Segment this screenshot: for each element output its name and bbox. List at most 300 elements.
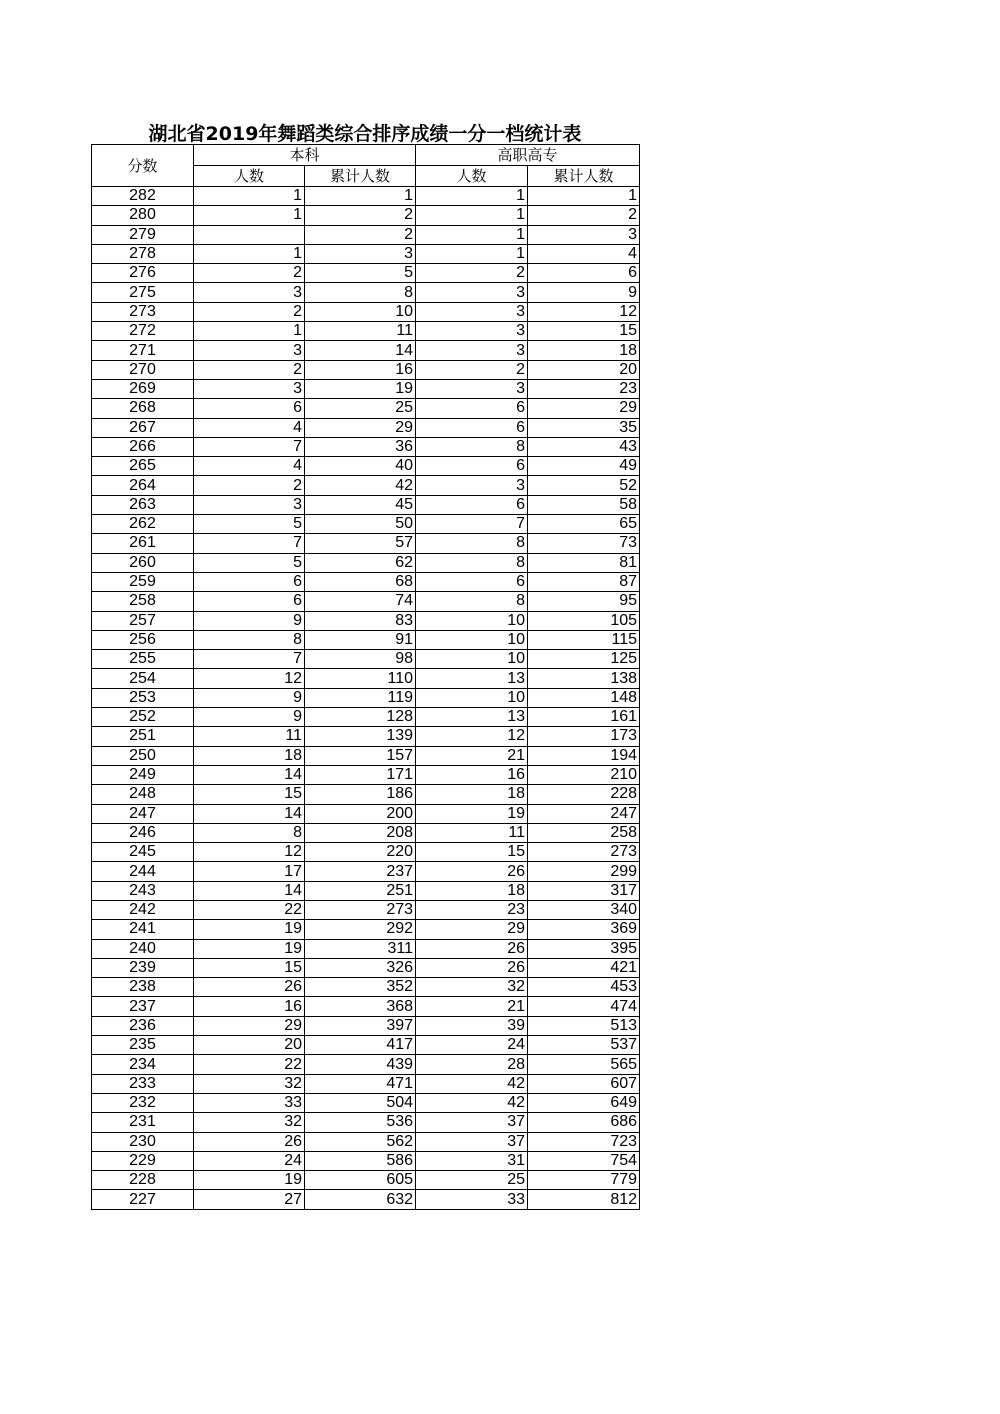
vocational-count-cell: 3 <box>416 322 528 341</box>
vocational-count-cell: 7 <box>416 515 528 534</box>
vocational-count-cell: 2 <box>416 264 528 283</box>
undergrad-cumulative-cell: 62 <box>305 553 416 572</box>
vocational-count-cell: 3 <box>416 283 528 302</box>
score-cell: 272 <box>92 322 194 341</box>
score-cell: 237 <box>92 997 194 1016</box>
score-cell: 227 <box>92 1190 194 1209</box>
vocational-count-cell: 25 <box>416 1171 528 1190</box>
undergrad-count-cell: 19 <box>194 920 305 939</box>
vocational-cumulative-cell: 35 <box>528 418 640 437</box>
table-row <box>92 515 640 534</box>
table-row <box>92 418 640 437</box>
vocational-count-cell: 3 <box>416 379 528 398</box>
table-row <box>92 1074 640 1093</box>
undergrad-count-cell: 14 <box>194 765 305 784</box>
vocational-cumulative-cell: 474 <box>528 997 640 1016</box>
vocational-count-cell: 13 <box>416 708 528 727</box>
undergrad-count-cell: 2 <box>194 302 305 321</box>
vocational-count-cell: 18 <box>416 881 528 900</box>
undergrad-cumulative-cell: 110 <box>305 669 416 688</box>
table-row <box>92 495 640 514</box>
score-cell: 243 <box>92 881 194 900</box>
vocational-count-cell: 21 <box>416 746 528 765</box>
undergrad-count-cell: 18 <box>194 746 305 765</box>
undergrad-count-cell: 3 <box>194 341 305 360</box>
score-cell: 232 <box>92 1093 194 1112</box>
header-undergrad-count: 人数 <box>194 166 305 187</box>
vocational-cumulative-cell: 1 <box>528 187 640 206</box>
undergrad-count-cell: 29 <box>194 1016 305 1035</box>
table-row <box>92 978 640 997</box>
undergrad-cumulative-cell: 83 <box>305 611 416 630</box>
vocational-count-cell: 3 <box>416 476 528 495</box>
score-cell: 282 <box>92 187 194 206</box>
vocational-count-cell: 11 <box>416 823 528 842</box>
table-row <box>92 360 640 379</box>
table-row <box>92 225 640 244</box>
vocational-cumulative-cell: 317 <box>528 881 640 900</box>
undergrad-count-cell: 6 <box>194 399 305 418</box>
vocational-count-cell: 6 <box>416 418 528 437</box>
vocational-count-cell: 10 <box>416 630 528 649</box>
vocational-cumulative-cell: 43 <box>528 437 640 456</box>
vocational-count-cell: 29 <box>416 920 528 939</box>
vocational-cumulative-cell: 258 <box>528 823 640 842</box>
vocational-cumulative-cell: 210 <box>528 765 640 784</box>
undergrad-cumulative-cell: 119 <box>305 688 416 707</box>
undergrad-count-cell: 32 <box>194 1074 305 1093</box>
table-row <box>92 823 640 842</box>
vocational-cumulative-cell: 369 <box>528 920 640 939</box>
table-row <box>92 283 640 302</box>
table-row <box>92 920 640 939</box>
vocational-cumulative-cell: 148 <box>528 688 640 707</box>
vocational-count-cell: 6 <box>416 495 528 514</box>
table-row <box>92 379 640 398</box>
vocational-count-cell: 21 <box>416 997 528 1016</box>
vocational-cumulative-cell: 125 <box>528 650 640 669</box>
table-row <box>92 553 640 572</box>
table-row <box>92 322 640 341</box>
score-cell: 280 <box>92 206 194 225</box>
undergrad-cumulative-cell: 74 <box>305 592 416 611</box>
score-cell: 241 <box>92 920 194 939</box>
table-row <box>92 341 640 360</box>
vocational-count-cell: 8 <box>416 534 528 553</box>
table-row <box>92 669 640 688</box>
vocational-count-cell: 42 <box>416 1074 528 1093</box>
table-row <box>92 939 640 958</box>
vocational-cumulative-cell: 23 <box>528 379 640 398</box>
table-row <box>92 476 640 495</box>
header-row-groups <box>92 145 640 166</box>
score-cell: 239 <box>92 958 194 977</box>
undergrad-count-cell: 2 <box>194 360 305 379</box>
undergrad-cumulative-cell: 19 <box>305 379 416 398</box>
table-row <box>92 302 640 321</box>
undergrad-cumulative-cell: 11 <box>305 322 416 341</box>
score-cell: 238 <box>92 978 194 997</box>
vocational-count-cell: 31 <box>416 1151 528 1170</box>
table-row <box>92 1093 640 1112</box>
undergrad-cumulative-cell: 42 <box>305 476 416 495</box>
table-row <box>92 206 640 225</box>
undergrad-count-cell: 5 <box>194 515 305 534</box>
undergrad-cumulative-cell: 139 <box>305 727 416 746</box>
table-row <box>92 688 640 707</box>
score-cell: 261 <box>92 534 194 553</box>
undergrad-count-cell: 8 <box>194 630 305 649</box>
vocational-count-cell: 23 <box>416 900 528 919</box>
undergrad-cumulative-cell: 25 <box>305 399 416 418</box>
score-cell: 246 <box>92 823 194 842</box>
vocational-cumulative-cell: 81 <box>528 553 640 572</box>
undergrad-count-cell: 12 <box>194 669 305 688</box>
vocational-cumulative-cell: 607 <box>528 1074 640 1093</box>
vocational-count-cell: 18 <box>416 785 528 804</box>
undergrad-cumulative-cell: 10 <box>305 302 416 321</box>
table-row <box>92 997 640 1016</box>
table-row <box>92 785 640 804</box>
undergrad-cumulative-cell: 536 <box>305 1113 416 1132</box>
score-cell: 257 <box>92 611 194 630</box>
undergrad-count-cell: 26 <box>194 1132 305 1151</box>
undergrad-cumulative-cell: 368 <box>305 997 416 1016</box>
undergrad-cumulative-cell: 8 <box>305 283 416 302</box>
vocational-count-cell: 1 <box>416 225 528 244</box>
undergrad-count-cell: 3 <box>194 283 305 302</box>
undergrad-cumulative-cell: 352 <box>305 978 416 997</box>
undergrad-cumulative-cell: 29 <box>305 418 416 437</box>
undergrad-cumulative-cell: 208 <box>305 823 416 842</box>
vocational-count-cell: 39 <box>416 1016 528 1035</box>
vocational-cumulative-cell: 138 <box>528 669 640 688</box>
undergrad-cumulative-cell: 311 <box>305 939 416 958</box>
undergrad-cumulative-cell: 251 <box>305 881 416 900</box>
table-row <box>92 592 640 611</box>
vocational-cumulative-cell: 58 <box>528 495 640 514</box>
vocational-cumulative-cell: 228 <box>528 785 640 804</box>
vocational-cumulative-cell: 779 <box>528 1171 640 1190</box>
undergrad-cumulative-cell: 36 <box>305 437 416 456</box>
table-row <box>92 727 640 746</box>
score-cell: 267 <box>92 418 194 437</box>
table-row <box>92 399 640 418</box>
table-row <box>92 437 640 456</box>
undergrad-count-cell: 20 <box>194 1036 305 1055</box>
vocational-cumulative-cell: 723 <box>528 1132 640 1151</box>
table-row <box>92 765 640 784</box>
score-cell: 251 <box>92 727 194 746</box>
vocational-count-cell: 15 <box>416 843 528 862</box>
undergrad-cumulative-cell: 50 <box>305 515 416 534</box>
vocational-cumulative-cell: 2 <box>528 206 640 225</box>
score-cell: 245 <box>92 843 194 862</box>
score-cell: 254 <box>92 669 194 688</box>
vocational-cumulative-cell: 754 <box>528 1151 640 1170</box>
vocational-cumulative-cell: 20 <box>528 360 640 379</box>
table-row <box>92 187 640 206</box>
score-table <box>91 144 640 1210</box>
undergrad-count-cell: 2 <box>194 264 305 283</box>
undergrad-cumulative-cell: 98 <box>305 650 416 669</box>
score-cell: 268 <box>92 399 194 418</box>
undergrad-cumulative-cell: 292 <box>305 920 416 939</box>
undergrad-cumulative-cell: 417 <box>305 1036 416 1055</box>
table-row <box>92 881 640 900</box>
vocational-count-cell: 1 <box>416 244 528 263</box>
vocational-cumulative-cell: 649 <box>528 1093 640 1112</box>
table-row <box>92 1113 640 1132</box>
score-cell: 276 <box>92 264 194 283</box>
undergrad-cumulative-cell: 2 <box>305 225 416 244</box>
undergrad-cumulative-cell: 471 <box>305 1074 416 1093</box>
score-cell: 260 <box>92 553 194 572</box>
vocational-count-cell: 32 <box>416 978 528 997</box>
vocational-count-cell: 10 <box>416 611 528 630</box>
undergrad-cumulative-cell: 128 <box>305 708 416 727</box>
undergrad-count-cell: 1 <box>194 206 305 225</box>
page-title: 湖北省2019年舞蹈类综合排序成绩一分一档统计表 <box>148 123 582 145</box>
vocational-cumulative-cell: 395 <box>528 939 640 958</box>
undergrad-cumulative-cell: 439 <box>305 1055 416 1074</box>
undergrad-count-cell: 9 <box>194 611 305 630</box>
table-row <box>92 862 640 881</box>
vocational-cumulative-cell: 686 <box>528 1113 640 1132</box>
vocational-cumulative-cell: 194 <box>528 746 640 765</box>
undergrad-cumulative-cell: 57 <box>305 534 416 553</box>
undergrad-cumulative-cell: 91 <box>305 630 416 649</box>
undergrad-count-cell: 19 <box>194 939 305 958</box>
score-cell: 242 <box>92 900 194 919</box>
vocational-cumulative-cell: 49 <box>528 457 640 476</box>
vocational-cumulative-cell: 6 <box>528 264 640 283</box>
undergrad-cumulative-cell: 397 <box>305 1016 416 1035</box>
vocational-count-cell: 26 <box>416 939 528 958</box>
undergrad-cumulative-cell: 40 <box>305 457 416 476</box>
table-row <box>92 630 640 649</box>
undergrad-count-cell: 11 <box>194 727 305 746</box>
score-cell: 235 <box>92 1036 194 1055</box>
vocational-cumulative-cell: 273 <box>528 843 640 862</box>
vocational-count-cell: 16 <box>416 765 528 784</box>
vocational-count-cell: 12 <box>416 727 528 746</box>
undergrad-count-cell: 15 <box>194 785 305 804</box>
undergrad-count-cell: 8 <box>194 823 305 842</box>
table-body <box>92 145 640 1210</box>
undergrad-count-cell: 7 <box>194 437 305 456</box>
vocational-cumulative-cell: 161 <box>528 708 640 727</box>
vocational-count-cell: 1 <box>416 206 528 225</box>
undergrad-cumulative-cell: 16 <box>305 360 416 379</box>
table-row <box>92 843 640 862</box>
vocational-count-cell: 8 <box>416 437 528 456</box>
score-cell: 234 <box>92 1055 194 1074</box>
table-row <box>92 1055 640 1074</box>
vocational-cumulative-cell: 173 <box>528 727 640 746</box>
table-row <box>92 958 640 977</box>
undergrad-count-cell: 22 <box>194 900 305 919</box>
vocational-count-cell: 1 <box>416 187 528 206</box>
undergrad-count-cell: 12 <box>194 843 305 862</box>
vocational-cumulative-cell: 65 <box>528 515 640 534</box>
undergrad-count-cell: 4 <box>194 418 305 437</box>
vocational-count-cell: 37 <box>416 1132 528 1151</box>
vocational-cumulative-cell: 15 <box>528 322 640 341</box>
table-row <box>92 1190 640 1209</box>
undergrad-cumulative-cell: 171 <box>305 765 416 784</box>
table-row <box>92 1016 640 1035</box>
score-cell: 271 <box>92 341 194 360</box>
score-cell: 266 <box>92 437 194 456</box>
undergrad-count-cell: 5 <box>194 553 305 572</box>
score-cell: 259 <box>92 572 194 591</box>
score-cell: 229 <box>92 1151 194 1170</box>
undergrad-count-cell: 24 <box>194 1151 305 1170</box>
vocational-cumulative-cell: 9 <box>528 283 640 302</box>
vocational-count-cell: 6 <box>416 572 528 591</box>
score-cell: 244 <box>92 862 194 881</box>
undergrad-cumulative-cell: 5 <box>305 264 416 283</box>
undergrad-count-cell: 27 <box>194 1190 305 1209</box>
vocational-cumulative-cell: 340 <box>528 900 640 919</box>
score-cell: 256 <box>92 630 194 649</box>
undergrad-count-cell: 33 <box>194 1093 305 1112</box>
table-row <box>92 1151 640 1170</box>
vocational-count-cell: 37 <box>416 1113 528 1132</box>
undergrad-count-cell: 32 <box>194 1113 305 1132</box>
undergrad-count-cell: 1 <box>194 244 305 263</box>
table-row <box>92 804 640 823</box>
undergrad-count-cell: 26 <box>194 978 305 997</box>
table-row <box>92 534 640 553</box>
score-cell: 258 <box>92 592 194 611</box>
vocational-cumulative-cell: 29 <box>528 399 640 418</box>
vocational-count-cell: 26 <box>416 958 528 977</box>
vocational-cumulative-cell: 18 <box>528 341 640 360</box>
undergrad-count-cell: 3 <box>194 379 305 398</box>
vocational-cumulative-cell: 812 <box>528 1190 640 1209</box>
header-undergrad-cumulative: 累计人数 <box>305 166 416 187</box>
undergrad-count-cell: 4 <box>194 457 305 476</box>
vocational-cumulative-cell: 12 <box>528 302 640 321</box>
vocational-cumulative-cell: 3 <box>528 225 640 244</box>
undergrad-count-cell: 14 <box>194 804 305 823</box>
vocational-count-cell: 10 <box>416 650 528 669</box>
undergrad-count-cell: 6 <box>194 592 305 611</box>
undergrad-count-cell: 1 <box>194 187 305 206</box>
score-cell: 236 <box>92 1016 194 1035</box>
vocational-count-cell: 6 <box>416 457 528 476</box>
table-row <box>92 572 640 591</box>
undergrad-cumulative-cell: 200 <box>305 804 416 823</box>
undergrad-count-cell: 19 <box>194 1171 305 1190</box>
vocational-count-cell: 2 <box>416 360 528 379</box>
vocational-cumulative-cell: 52 <box>528 476 640 495</box>
vocational-count-cell: 13 <box>416 669 528 688</box>
undergrad-cumulative-cell: 14 <box>305 341 416 360</box>
header-vocational-count: 人数 <box>416 166 528 187</box>
vocational-cumulative-cell: 105 <box>528 611 640 630</box>
vocational-cumulative-cell: 537 <box>528 1036 640 1055</box>
undergrad-count-cell: 9 <box>194 708 305 727</box>
vocational-count-cell: 10 <box>416 688 528 707</box>
vocational-cumulative-cell: 87 <box>528 572 640 591</box>
undergrad-cumulative-cell: 186 <box>305 785 416 804</box>
vocational-cumulative-cell: 513 <box>528 1016 640 1035</box>
vocational-count-cell: 26 <box>416 862 528 881</box>
header-group-undergrad: 本科 <box>194 145 416 166</box>
score-cell: 264 <box>92 476 194 495</box>
vocational-cumulative-cell: 247 <box>528 804 640 823</box>
vocational-cumulative-cell: 73 <box>528 534 640 553</box>
undergrad-count-cell: 14 <box>194 881 305 900</box>
score-cell: 263 <box>92 495 194 514</box>
table-row <box>92 244 640 263</box>
score-cell: 248 <box>92 785 194 804</box>
undergrad-cumulative-cell: 273 <box>305 900 416 919</box>
vocational-count-cell: 8 <box>416 592 528 611</box>
undergrad-count-cell: 6 <box>194 572 305 591</box>
undergrad-count-cell: 9 <box>194 688 305 707</box>
undergrad-cumulative-cell: 2 <box>305 206 416 225</box>
table-row <box>92 650 640 669</box>
undergrad-cumulative-cell: 586 <box>305 1151 416 1170</box>
score-cell: 230 <box>92 1132 194 1151</box>
undergrad-cumulative-cell: 68 <box>305 572 416 591</box>
vocational-cumulative-cell: 565 <box>528 1055 640 1074</box>
vocational-cumulative-cell: 115 <box>528 630 640 649</box>
undergrad-count-cell: 7 <box>194 650 305 669</box>
undergrad-cumulative-cell: 157 <box>305 746 416 765</box>
score-cell: 255 <box>92 650 194 669</box>
score-cell: 252 <box>92 708 194 727</box>
undergrad-count-cell: 7 <box>194 534 305 553</box>
header-score: 分数 <box>92 145 194 187</box>
vocational-count-cell: 19 <box>416 804 528 823</box>
undergrad-cumulative-cell: 237 <box>305 862 416 881</box>
score-cell: 265 <box>92 457 194 476</box>
score-cell: 262 <box>92 515 194 534</box>
vocational-cumulative-cell: 421 <box>528 958 640 977</box>
score-cell: 250 <box>92 746 194 765</box>
undergrad-cumulative-cell: 562 <box>305 1132 416 1151</box>
score-cell: 279 <box>92 225 194 244</box>
undergrad-cumulative-cell: 632 <box>305 1190 416 1209</box>
undergrad-count-cell: 17 <box>194 862 305 881</box>
undergrad-cumulative-cell: 45 <box>305 495 416 514</box>
undergrad-count-cell: 22 <box>194 1055 305 1074</box>
score-cell: 249 <box>92 765 194 784</box>
vocational-cumulative-cell: 299 <box>528 862 640 881</box>
score-cell: 247 <box>92 804 194 823</box>
undergrad-cumulative-cell: 504 <box>305 1093 416 1112</box>
score-cell: 273 <box>92 302 194 321</box>
table-row <box>92 457 640 476</box>
score-cell: 233 <box>92 1074 194 1093</box>
score-cell: 270 <box>92 360 194 379</box>
undergrad-count-cell: 15 <box>194 958 305 977</box>
vocational-cumulative-cell: 453 <box>528 978 640 997</box>
vocational-count-cell: 33 <box>416 1190 528 1209</box>
table-row <box>92 611 640 630</box>
undergrad-cumulative-cell: 326 <box>305 958 416 977</box>
vocational-cumulative-cell: 95 <box>528 592 640 611</box>
header-vocational-cumulative: 累计人数 <box>528 166 640 187</box>
table-row <box>92 1171 640 1190</box>
vocational-count-cell: 6 <box>416 399 528 418</box>
vocational-count-cell: 3 <box>416 341 528 360</box>
